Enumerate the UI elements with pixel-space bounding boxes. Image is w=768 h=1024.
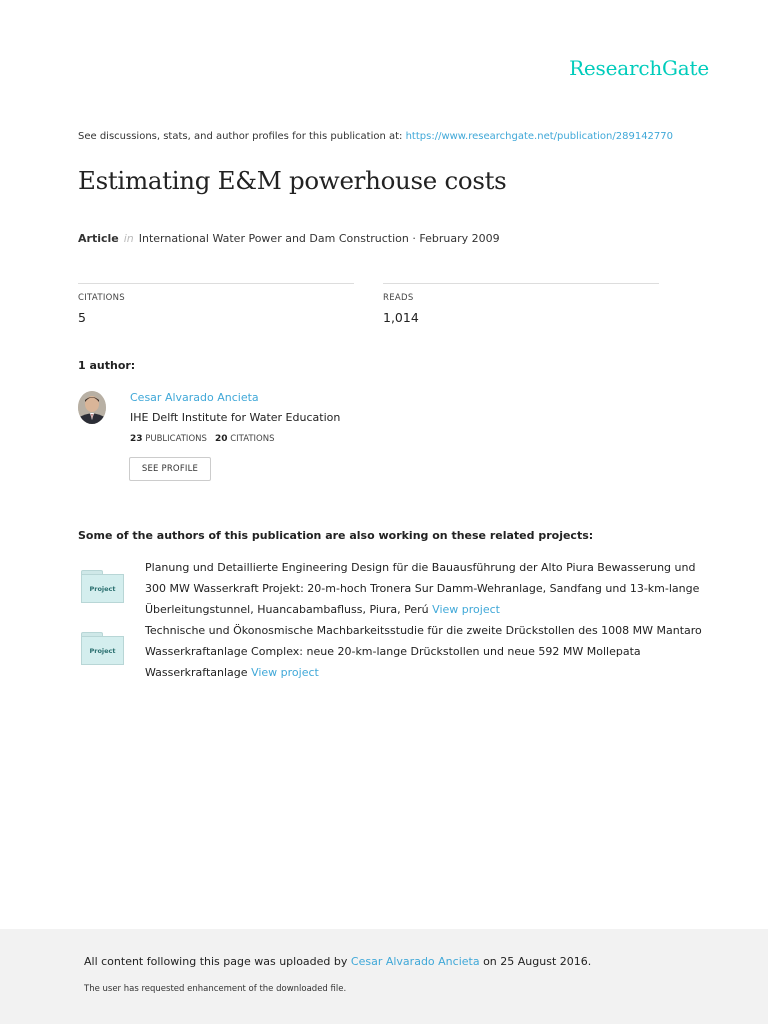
citations-stat [78, 283, 354, 325]
author-citations-count: 20 [215, 434, 228, 444]
publication-venue: International Water Power and Dam Construction · February 2009 [138, 232, 500, 245]
avatar-photo-icon [78, 391, 106, 424]
publication-type: Article [78, 232, 119, 245]
view-project-link[interactable]: View project [251, 666, 319, 679]
reads-stat [383, 283, 659, 325]
uploaded-prefix: All content following this page was uploaded by [84, 955, 348, 968]
in-label: in [123, 232, 134, 245]
author-avatar[interactable] [78, 391, 106, 424]
author-publications-label: PUBLICATIONS [145, 434, 207, 444]
author-publications-count: 23 [130, 434, 143, 444]
see-discussions-text: See discussions, stats, and author profiles for this publication at: [78, 131, 403, 142]
project-icon-label: Project [81, 574, 124, 603]
project-description: Technische und Ökonosmische Machbarkeitsstudie für die zweite Drückstollen des 1008 MW Mantaro Wasserkraftanlage Complex: neue 20-km-lange Drückstollen und neue 592 MW Mollepata Wasserkraftanlage [145, 624, 702, 679]
related-project-item [145, 620, 705, 683]
see-profile-button[interactable]: SEE PROFILE [129, 457, 211, 481]
citations-value: 5 [78, 310, 86, 325]
uploaded-by-line [84, 955, 591, 968]
project-icon[interactable] [81, 570, 124, 603]
author-stats [130, 434, 275, 444]
citations-label: CITATIONS [78, 293, 125, 303]
author-citations-label: CITATIONS [230, 434, 275, 444]
upload-footer [0, 929, 768, 1024]
project-icon-label: Project [81, 636, 124, 665]
publication-url-link[interactable]: https://www.researchgate.net/publication/289142770 [405, 131, 674, 142]
project-icon[interactable] [81, 632, 124, 665]
see-discussions-line [78, 131, 673, 142]
uploader-link[interactable]: Cesar Alvarado Ancieta [350, 955, 480, 968]
author-institution: IHE Delft Institute for Water Education [130, 411, 341, 424]
publication-meta [78, 232, 500, 245]
related-project-item [145, 557, 705, 620]
enhancement-note: The user has requested enhancement of the downloaded file. [84, 984, 347, 994]
view-project-link[interactable]: View project [432, 603, 500, 616]
publication-title: Estimating E&M powerhouse costs [78, 166, 507, 195]
reads-value: 1,014 [383, 310, 419, 325]
reads-label: READS [383, 293, 414, 303]
project-description: Planung und Detaillierte Engineering Design für die Bauausführung der Alto Piura Bewasserung und 300 MW Wasserkraft Projekt: 20-m-hoch Tronera Sur Damm-Wehranlage, Sandfang und 13-km-lange Überleitungstunnel, Huancabambafluss, Piura, Perú [145, 561, 700, 616]
author-name-link[interactable]: Cesar Alvarado Ancieta [130, 391, 259, 404]
authors-heading: 1 author: [78, 359, 136, 372]
related-projects-heading: Some of the authors of this publication are also working on these related projects: [78, 529, 594, 542]
researchgate-logo[interactable]: ResearchGate [569, 56, 709, 80]
uploaded-suffix: on 25 August 2016. [483, 955, 592, 968]
